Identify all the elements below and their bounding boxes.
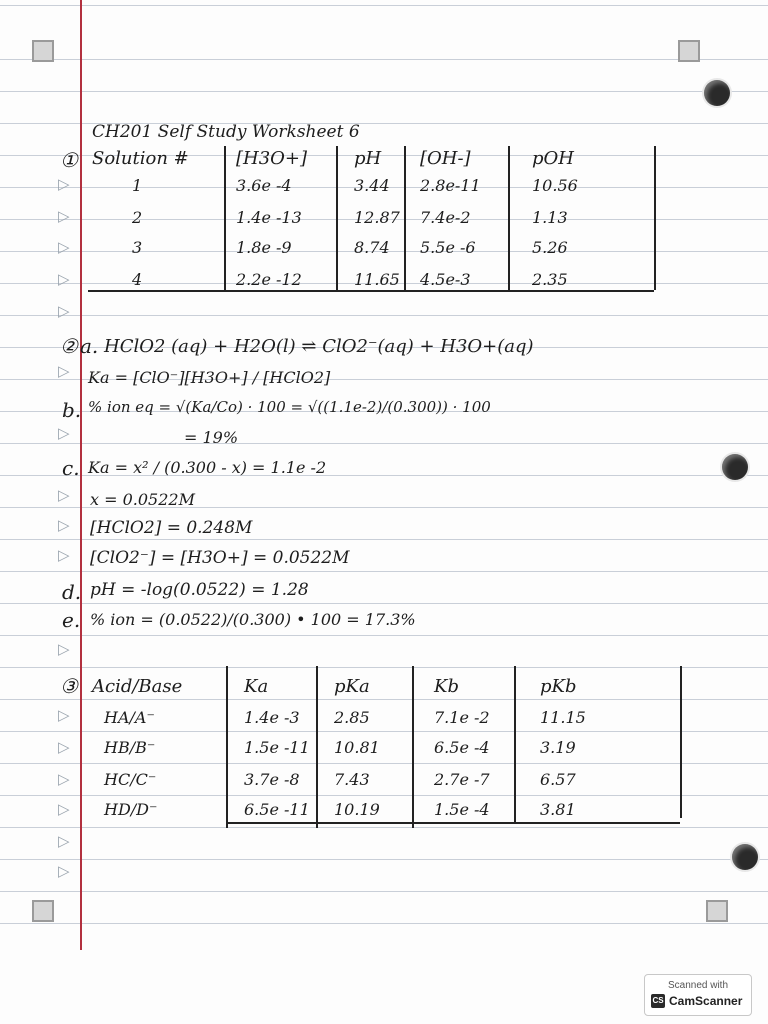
table-header-cell: pH <box>354 148 382 169</box>
table-cell: 2.35 <box>532 270 568 289</box>
line-marker-icon: ▷ <box>58 270 70 288</box>
line-marker-icon: ▷ <box>58 738 70 756</box>
part-a-label: a. <box>80 334 99 358</box>
table-cell: HC/C⁻ <box>104 770 157 789</box>
camscanner-watermark <box>644 974 752 1016</box>
table-cell: HA/A⁻ <box>104 708 155 727</box>
table-cell: 2.85 <box>334 708 370 727</box>
worksheet-title: CH201 Self Study Worksheet 6 <box>92 122 360 142</box>
table-cell: 7.4e-2 <box>420 208 471 227</box>
corner-marker-icon <box>706 900 728 922</box>
table-cell: 4.5e-3 <box>420 270 471 289</box>
table-header-cell: Ka <box>244 676 269 697</box>
table-cell: 10.81 <box>334 738 380 757</box>
binder-hole-icon <box>704 80 730 106</box>
table-row-rule <box>226 822 680 824</box>
table-cell: 11.65 <box>354 270 400 289</box>
line-marker-icon: ▷ <box>58 175 70 193</box>
part-e-label: e. <box>62 608 81 632</box>
part-b-label: b. <box>62 398 82 422</box>
line-marker-icon: ▷ <box>58 302 70 320</box>
line-marker-icon: ▷ <box>58 516 70 534</box>
table-cell: 7.43 <box>334 770 370 789</box>
table-cell: 3.19 <box>540 738 576 757</box>
line-marker-icon: ▷ <box>58 546 70 564</box>
line-marker-icon: ▷ <box>58 207 70 225</box>
table-header-cell: [H3O+] <box>236 148 308 169</box>
line-marker-icon: ▷ <box>58 862 70 880</box>
table-cell: HD/D⁻ <box>104 800 158 819</box>
table-column-rule <box>514 666 516 822</box>
table-cell: 3.81 <box>540 800 576 819</box>
part-c-label: c. <box>62 456 80 480</box>
table-header-cell: Solution # <box>92 148 189 169</box>
table-cell: 2 <box>132 208 143 227</box>
table-cell: 3.7e -8 <box>244 770 300 789</box>
watermark-caption: Scanned with <box>667 980 729 991</box>
table-header-cell: [OH-] <box>420 148 471 169</box>
table-cell: 10.19 <box>334 800 380 819</box>
corner-marker-icon <box>678 40 700 62</box>
line-marker-icon: ▷ <box>58 424 70 442</box>
margin-line <box>80 0 82 950</box>
line-marker-icon: ▷ <box>58 640 70 658</box>
table-column-rule <box>654 146 656 290</box>
part-d-label: d. <box>62 580 82 604</box>
table-cell: 1.8e -9 <box>236 238 292 257</box>
table-cell: 7.1e -2 <box>434 708 490 727</box>
table-cell: 1.5e -4 <box>434 800 490 819</box>
table-cell: 1.5e -11 <box>244 738 310 757</box>
table-row-rule <box>88 290 654 292</box>
table-cell: 6.5e -4 <box>434 738 490 757</box>
line-marker-icon: ▷ <box>58 800 70 818</box>
camscanner-logo-icon: CS <box>651 994 665 1008</box>
table-cell: 11.15 <box>540 708 586 727</box>
watermark-brand: CamScanner <box>669 994 743 1008</box>
line-marker-icon: ▷ <box>58 706 70 724</box>
binder-hole-icon <box>732 844 758 870</box>
table-column-rule <box>336 146 338 290</box>
question-3-number: ③ <box>60 674 78 698</box>
table-header-cell: pKa <box>334 676 370 697</box>
table-column-rule <box>316 666 318 828</box>
corner-marker-icon <box>32 40 54 62</box>
ph-calculation: pH = -log(0.0522) = 1.28 <box>90 580 309 600</box>
table-cell: 2.7e -7 <box>434 770 490 789</box>
table-cell: HB/B⁻ <box>104 738 156 757</box>
line-marker-icon: ▷ <box>58 770 70 788</box>
table-cell: 4 <box>132 270 143 289</box>
line-marker-icon: ▷ <box>58 362 70 380</box>
table-header-cell: pKb <box>540 676 577 697</box>
line-marker-icon: ▷ <box>58 238 70 256</box>
table-cell: 10.56 <box>532 176 578 195</box>
table-column-rule <box>508 146 510 290</box>
x-value: x = 0.0522M <box>90 490 195 509</box>
table-cell: 2.2e -12 <box>236 270 302 289</box>
percent-ion-calculation: % ion = (0.0522)/(0.300) • 100 = 17.3% <box>90 610 416 629</box>
percent-ionization-equation: % ion eq = √(Ka/Co) · 100 = √((1.1e-2)/(0.300)) · 100 <box>88 398 491 416</box>
ka-x-equation: Ka = x² / (0.300 - x) = 1.1e -2 <box>88 458 327 477</box>
binder-hole-icon <box>722 454 748 480</box>
table-cell: 1.4e -3 <box>244 708 300 727</box>
line-marker-icon: ▷ <box>58 832 70 850</box>
table-cell: 6.57 <box>540 770 576 789</box>
table-column-rule <box>404 146 406 290</box>
percent-ionization-result: = 19% <box>184 428 239 447</box>
question-1-number: ① <box>60 148 78 172</box>
table-cell: 1 <box>132 176 143 195</box>
hclo2-concentration: [HClO2] = 0.248M <box>90 518 253 538</box>
table-column-rule <box>224 146 226 290</box>
table-header-cell: Acid/Base <box>92 676 183 697</box>
table-cell: 8.74 <box>354 238 390 257</box>
ka-expression: Ka = [ClO⁻][H3O+] / [HClO2] <box>88 368 331 387</box>
table-cell: 6.5e -11 <box>244 800 310 819</box>
table-column-rule <box>226 666 228 828</box>
table-column-rule <box>680 666 682 818</box>
table-column-rule <box>412 666 414 828</box>
table-cell: 1.4e -13 <box>236 208 302 227</box>
question-2-number: ② <box>60 334 78 358</box>
table-cell: 3.44 <box>354 176 390 195</box>
corner-marker-icon <box>32 900 54 922</box>
line-marker-icon: ▷ <box>58 486 70 504</box>
clo2-h3o-concentration: [ClO2⁻] = [H3O+] = 0.0522M <box>90 548 350 568</box>
table-header-cell: Kb <box>434 676 459 697</box>
table-cell: 5.26 <box>532 238 568 257</box>
table-header-cell: pOH <box>532 148 574 169</box>
table-cell: 3 <box>132 238 143 257</box>
table-cell: 3.6e -4 <box>236 176 292 195</box>
table-cell: 5.5e -6 <box>420 238 476 257</box>
reaction-equation: HClO2 (aq) + H2O(l) ⇌ ClO2⁻(aq) + H3O+(aq) <box>104 336 534 357</box>
table-cell: 1.13 <box>532 208 568 227</box>
table-cell: 2.8e-11 <box>420 176 481 195</box>
table-cell: 12.87 <box>354 208 400 227</box>
